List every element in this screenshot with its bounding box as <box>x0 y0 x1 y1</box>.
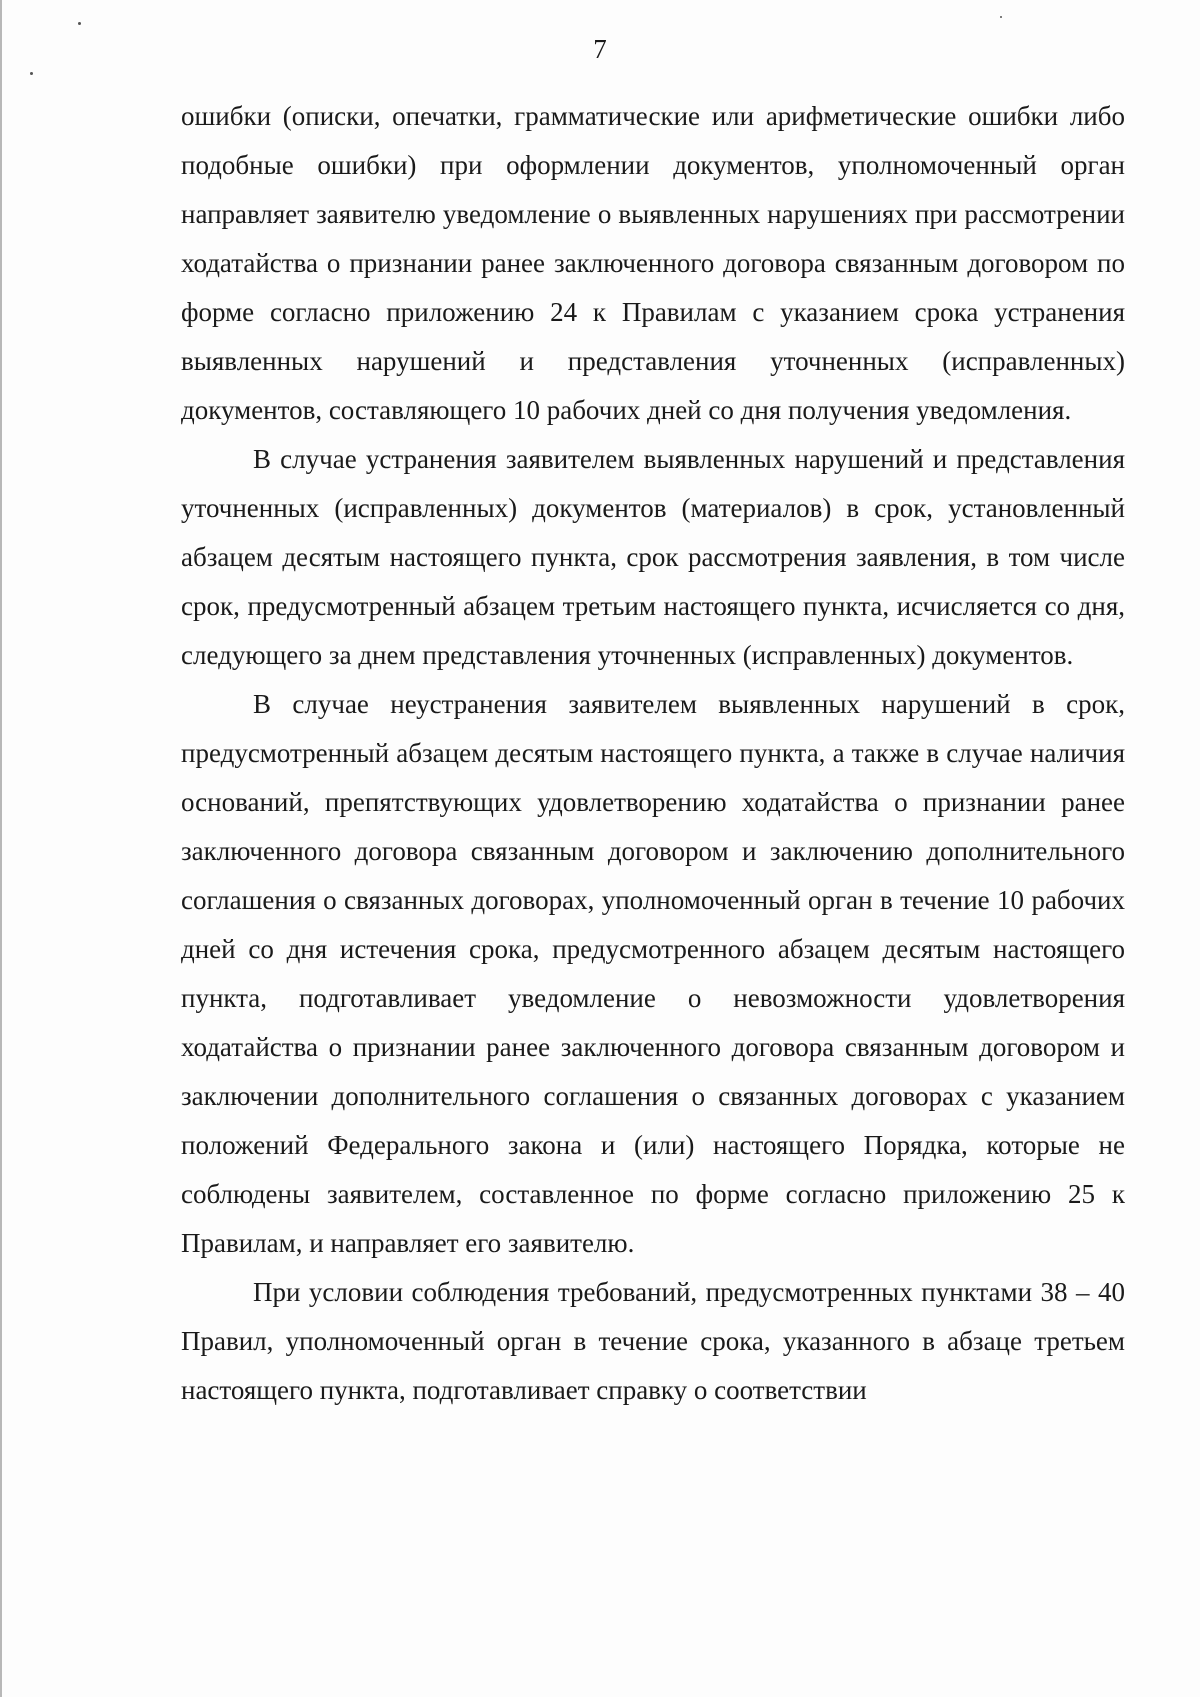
document-body <box>181 92 1125 1415</box>
page-number: 7 <box>593 34 607 64</box>
paragraph-continuation: ошибки (описки, опечатки, грамматические или арифметические ошибки либо подобные ошибки) при оформлении документов, уполномоченный орган направляет заявителю уведомление о выявленных нарушениях при рассмотрении ходатайства о признании ранее заключенного договора связанным договором по форме согласно приложению 24 к Правилам с указанием срока устранения выявленных нарушений и представления уточненных (исправленных) документов, составляющего 10 рабочих дней со дня получения уведомления. <box>181 101 1125 425</box>
paragraph: В случае неустранения заявителем выявленных нарушений в срок, предусмотренный абзацем десятым настоящего пункта, а также в случае наличия оснований, препятствующих удовлетворению ходатайства о признании ранее заключенного договора связанным договором и заключению дополнительного соглашения о связанных договорах, уполномоченный орган в течение 10 рабочих дней со дня истечения срока, предусмотренного абзацем десятым настоящего пункта, подготавливает уведомление о невозможности удовлетворения ходатайства о признании ранее заключенного договора связанным договором и заключении дополнительного соглашения о связанных договорах с указанием положений Федерального закона и (или) настоящего Порядка, которые не соблюдены заявителем, составленное по форме согласно приложению 25 к Правилам, и направляет его заявителю. <box>181 689 1125 1258</box>
paragraph: В случае устранения заявителем выявленных нарушений и представления уточненных (исправленных) документов (материалов) в срок, установленный абзацем десятым настоящего пункта, срок рассмотрения заявления, в том числе срок, предусмотренный абзацем третьим настоящего пункта, исчисляется со дня, следующего за днем представления уточненных (исправленных) документов. <box>181 444 1125 670</box>
scan-left-edge <box>0 0 2 1697</box>
scan-speck <box>30 72 33 75</box>
scan-speck <box>1000 16 1002 18</box>
paragraph: При условии соблюдения требований, предусмотренных пунктами 38 – 40 Правил, уполномоченный орган в течение срока, указанного в абзаце третьем настоящего пункта, подготавливает справку о соответствии <box>181 1277 1125 1405</box>
scan-speck <box>78 22 81 25</box>
